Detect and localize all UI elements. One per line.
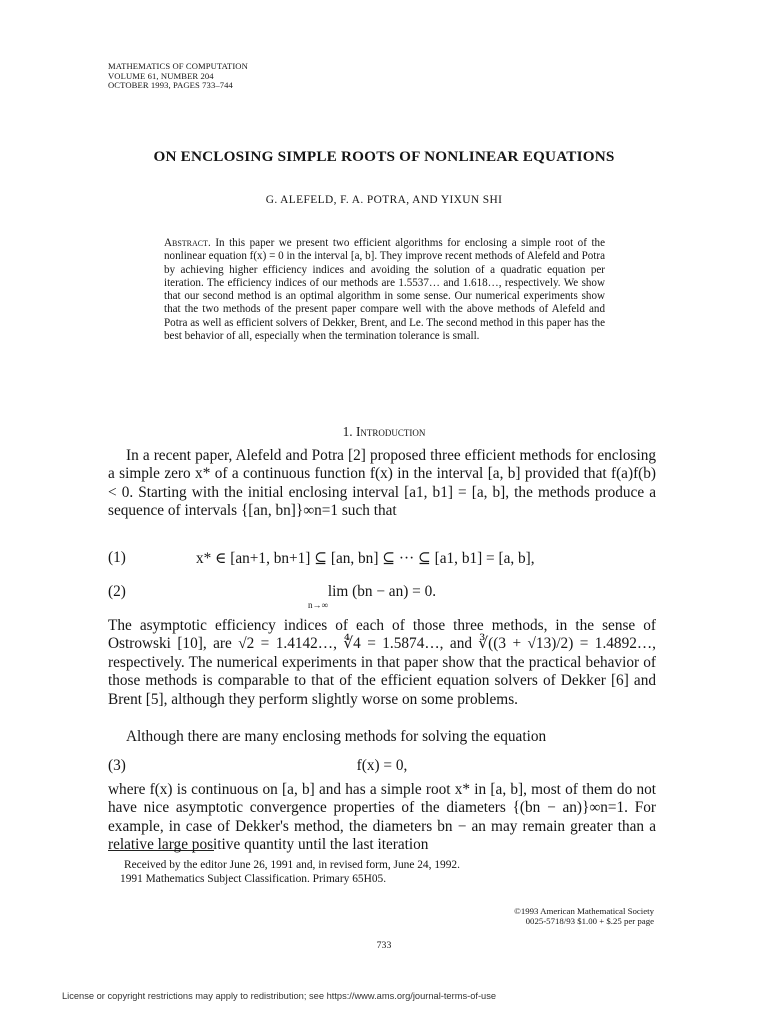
equation-2 [108, 583, 656, 610]
equation-2-expression: lim (bn − an) = 0. [327, 583, 437, 600]
journal-date-pages: OCTOBER 1993, PAGES 733–744 [108, 80, 233, 91]
footnote-msc: 1991 Mathematics Subject Classification. Primary 65H05. [120, 873, 387, 886]
equation-2-number: (2) [108, 583, 126, 600]
section-title: Introduction [355, 424, 426, 439]
paragraph-enclosing: Although there are many enclosing methods for solving the equation [126, 728, 547, 745]
equation-1-body: x* ∈ [an+1, bn+1] ⊆ [an, bn] ⊆ ··· ⊆ [a1, b1] = [a, b], [196, 550, 535, 567]
paragraph-dekker: where f(x) is continuous on [a, b] and has a simple root x* in [a, b], most of them do not have nice asymptotic convergence properties of the diameters {(bn − an)}∞n=1. For example, in case of Dekker's method, the diameters bn − an may remain greater than a relative large positive quantity until the last iteration [108, 781, 656, 854]
paragraph-efficiency: The asymptotic efficiency indices of each of those three methods, in the sense of Ostrowski [10], are √2 = 1.4142…, ∜4 = 1.5874…, and ∛((3 + √13)/2) = 1.4892…, respectively. The numerical experiments in that paper show that the practical behavior of those methods is comparable to that of the efficient equation solvers of Dekker [6] and Brent [5], although they perform slightly worse on some problems. [108, 617, 656, 708]
footnote-rule [108, 850, 214, 851]
footnote-received: Received by the editor June 26, 1991 and, in revised form, June 24, 1992. [124, 859, 460, 871]
equation-2-limit-subscript: n→∞ [308, 600, 328, 610]
footnotes [120, 858, 664, 887]
copyright-notice [470, 906, 654, 927]
paragraph-intro: In a recent paper, Alefeld and Potra [2] proposed three efficient methods for enclosing a simple zero x* of a continuous function f(x) in the interval [a, b] provided that f(a)f(b) < 0. Starting with the initial enclosing interval [a1, b1] = [a, b], the methods produce a sequence of intervals {[an, bn]}∞n=1 such that [108, 447, 656, 520]
section-number: 1. [342, 424, 356, 439]
copyright-fee: 0025-5718/93 $1.00 + $.25 per page [525, 916, 654, 927]
journal-header [108, 62, 248, 91]
equation-2-body [108, 583, 656, 610]
abstract-label: Abstract. [164, 237, 211, 249]
equation-1-number: (1) [108, 549, 126, 566]
section-heading [0, 424, 768, 440]
abstract-text: In this paper we present two efficient algorithms for enclosing a simple root of the nonlinear equation f(x) = 0 in the interval [a, b]. They improve recent methods of Alefeld and Potra by achieving higher efficiency indices and avoiding the solution of a quadratic equation per iteration. The efficiency indices of our methods are 1.5537… and 1.618…, respectively. We show that our second method is an optimal algorithm in some sense. Our numerical experiments show that the two methods of the present paper compare well with the above methods of Alefeld and Potra as well as efficient solvers of Dekker, Brent, and Le. The second method in this paper has the best behavior of all, especially when the termination tolerance is small. [164, 237, 605, 343]
equation-3-body: f(x) = 0, [356, 757, 408, 774]
abstract [164, 237, 605, 343]
license-notice: License or copyright restrictions may apply to redistribution; see https://www.ams.org/journal-terms-of-use [62, 991, 497, 1001]
journal-volume: VOLUME 61, NUMBER 204 [108, 70, 214, 81]
equation-3 [108, 757, 656, 777]
equation-3-number: (3) [108, 757, 126, 774]
copyright-line: ©1993 American Mathematical Society [514, 906, 654, 916]
paper-authors: G. ALEFELD, F. A. POTRA, AND YIXUN SHI [265, 194, 503, 206]
journal-name: MATHEMATICS OF COMPUTATION [108, 61, 248, 71]
page-number: 733 [376, 940, 392, 951]
paper-title: ON ENCLOSING SIMPLE ROOTS OF NONLINEAR EQUATIONS [153, 148, 615, 165]
equation-1 [108, 549, 656, 569]
